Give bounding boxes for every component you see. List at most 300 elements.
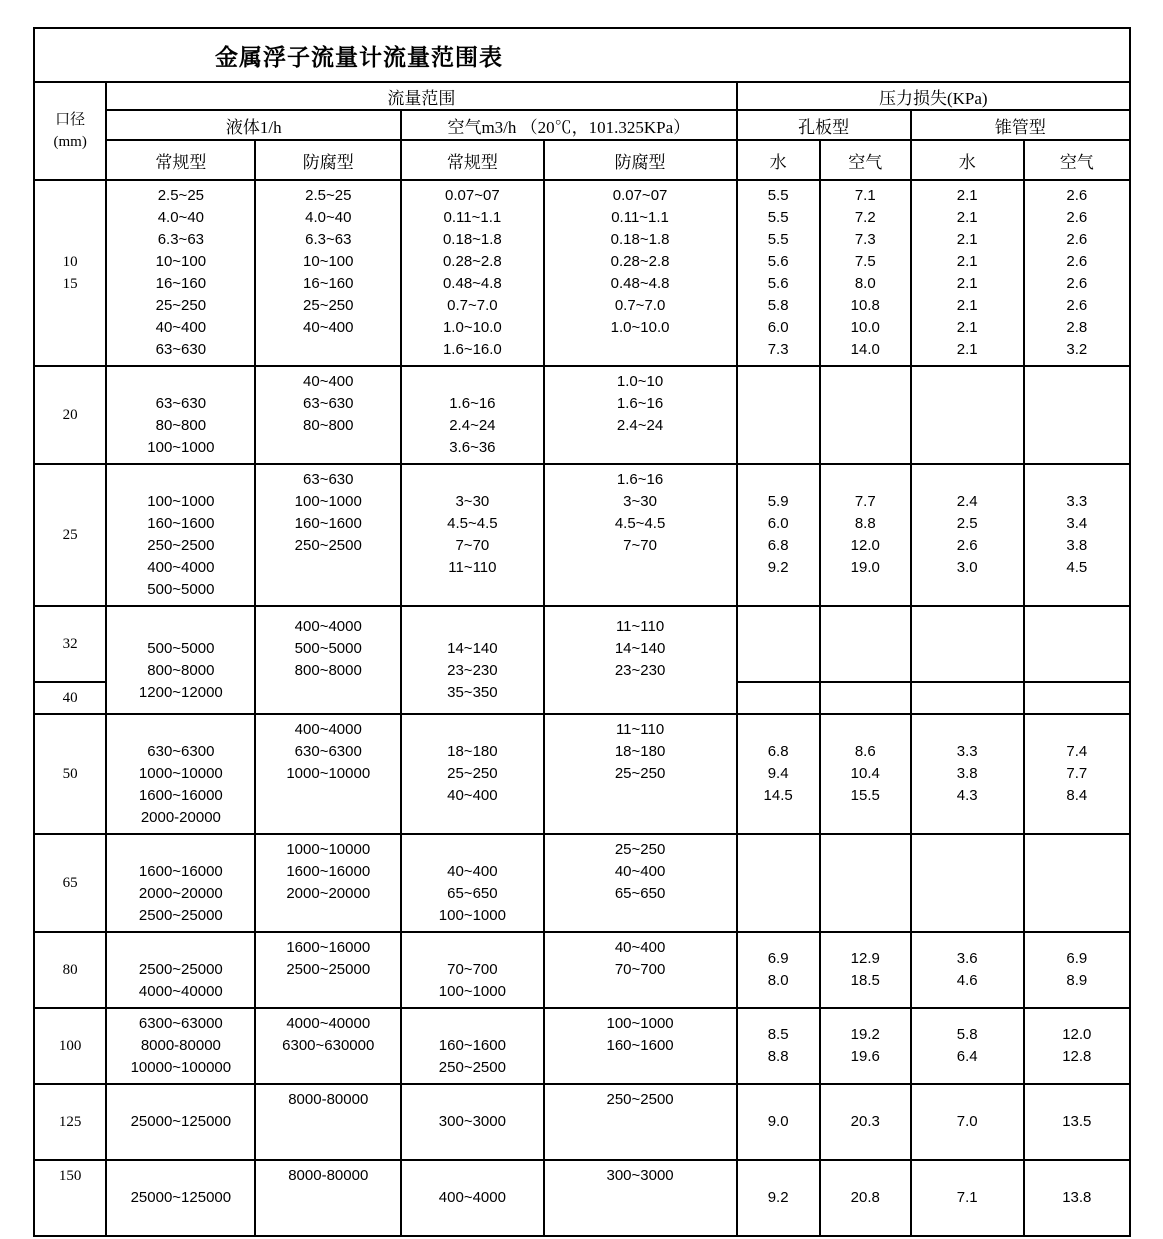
header-orifice-air: 空气 <box>820 140 911 180</box>
cell-line: 2.1 <box>956 297 978 314</box>
title-row <box>34 28 1130 82</box>
cell-line <box>36 1187 104 1209</box>
cell-line <box>546 557 735 579</box>
cell-line: 8000-80000 <box>140 1037 221 1054</box>
cell-line: 63~630 <box>303 471 354 488</box>
data-cell-c_air <box>401 1084 543 1160</box>
cell-line: 16~160 <box>155 275 207 292</box>
cell-line: 7~70 <box>455 537 490 554</box>
cell-line <box>403 937 541 959</box>
cell-line: 250~2500 <box>147 537 215 554</box>
cell-line <box>403 371 541 393</box>
cell-line <box>546 1133 735 1155</box>
cell-line: 0.11~1.1 <box>443 209 502 226</box>
cell-line <box>822 611 909 633</box>
cell-line: 32 <box>62 636 78 652</box>
data-cell-f_air <box>544 1160 737 1236</box>
cell-line: 2.6 <box>1066 209 1088 226</box>
cell-line: 2.5 <box>956 515 978 532</box>
cell-line: 4.5 <box>1066 559 1088 576</box>
cell-line: 2.6 <box>956 537 978 554</box>
cell-line <box>108 839 253 861</box>
data-cell-f_liq <box>255 1160 401 1236</box>
data-cell-c_air <box>401 932 543 1008</box>
cell-line: 1200~12000 <box>138 684 223 701</box>
cell-line: 10.8 <box>850 297 880 314</box>
cell-line: 7.7 <box>854 493 876 510</box>
cell-line: 12.8 <box>1062 1048 1092 1065</box>
cell-line: 11~110 <box>615 618 665 635</box>
cell-line: 40~400 <box>614 863 666 880</box>
cell-line: 5.8 <box>767 297 789 314</box>
data-cell-f_liq <box>255 834 401 932</box>
data-cell-f_air <box>544 834 737 932</box>
cell-line: 7.0 <box>956 1113 978 1130</box>
cell-line <box>36 1209 104 1231</box>
cell-line: 40 <box>62 690 78 706</box>
cell-line: 160~1600 <box>294 515 362 532</box>
cell-line: 25000~125000 <box>130 1189 232 1206</box>
cell-line: 7.2 <box>854 209 876 226</box>
cell-line: 9.0 <box>767 1113 789 1130</box>
cell-line: 500~5000 <box>147 581 215 598</box>
data-cell-c_air <box>401 366 543 464</box>
cell-line: 18~180 <box>614 743 666 760</box>
data-cell-f_liq <box>255 1084 401 1160</box>
cell-line: 40~400 <box>303 373 354 390</box>
cell-line: 25000~125000 <box>130 1113 232 1130</box>
cell-line: 65 <box>62 875 78 891</box>
data-cell-kw <box>737 1084 820 1160</box>
cell-line <box>1026 687 1128 709</box>
cell-line: 6300~63000 <box>138 1015 223 1032</box>
cell-line <box>739 579 818 601</box>
data-cell-c_liq <box>106 180 255 366</box>
diameter-cell <box>34 1008 106 1084</box>
cell-line: 0.28~2.8 <box>442 253 502 270</box>
data-cell-c_liq <box>106 606 255 714</box>
cell-line <box>257 1209 399 1231</box>
cell-line <box>546 807 735 829</box>
cell-line: 250~2500 <box>606 1091 674 1108</box>
cell-line: 1000~10000 <box>138 765 223 782</box>
cell-line: 50 <box>62 766 78 782</box>
cell-line: 8.6 <box>854 743 876 760</box>
cell-line <box>403 1089 541 1111</box>
cell-line: 2.4~24 <box>616 417 664 434</box>
data-cell-c_liq <box>106 714 255 834</box>
cell-line: 2.1 <box>956 187 978 204</box>
cell-line: 12.9 <box>850 950 880 967</box>
header-anticorrosive-air: 防腐型 <box>544 140 737 180</box>
cell-line <box>546 1187 735 1209</box>
cell-line: 63~630 <box>155 395 207 412</box>
data-cell-f_air <box>544 606 737 714</box>
header-pressure-loss: 压力损失(KPa) <box>737 82 1130 110</box>
cell-line: 25~250 <box>447 765 498 782</box>
cell-line: 7~70 <box>623 537 657 554</box>
diameter-cell <box>34 1084 106 1160</box>
table-row <box>34 180 1130 366</box>
cell-line: 25~250 <box>614 841 666 858</box>
cell-line: 8000-80000 <box>288 1167 369 1184</box>
cell-line <box>403 839 541 861</box>
diameter-cell <box>34 464 106 606</box>
diameter-cell <box>34 366 106 464</box>
cell-line: 10~100 <box>303 253 354 270</box>
header-row-3 <box>34 140 1130 180</box>
cell-line: 5.5 <box>767 231 789 248</box>
data-cell-f_liq <box>255 366 401 464</box>
cell-line <box>546 339 735 361</box>
header-orifice-water: 水 <box>737 140 820 180</box>
cell-line: 1.0~10.0 <box>442 319 502 336</box>
cell-line <box>257 682 399 704</box>
cell-line: 13.5 <box>1062 1113 1092 1130</box>
cell-line: 160~1600 <box>438 1037 506 1054</box>
cell-line <box>913 655 1022 677</box>
table-row <box>34 932 1130 1008</box>
cell-line <box>822 469 909 491</box>
cell-line: 100~1000 <box>294 493 362 510</box>
cell-line: 150 <box>58 1168 82 1184</box>
data-cell-kw <box>737 1008 820 1084</box>
cell-line: 20 <box>62 407 78 423</box>
data-cell-c_liq <box>106 366 255 464</box>
cell-line <box>257 1111 399 1133</box>
data-cell-kw <box>737 932 820 1008</box>
cell-line: 20.8 <box>850 1189 880 1206</box>
cell-line: 3.0 <box>956 559 978 576</box>
header-liquid: 液体1/h <box>106 110 401 140</box>
data-cell-zw <box>911 932 1024 1008</box>
cell-line <box>1026 633 1128 655</box>
data-cell-za <box>1024 180 1130 366</box>
cell-line: 1.6~16 <box>616 471 664 488</box>
cell-line: 400~4000 <box>147 559 215 576</box>
cell-line: 80~800 <box>303 417 354 434</box>
cell-line: 9.4 <box>767 765 789 782</box>
cell-line <box>739 469 818 491</box>
data-cell-kw <box>737 834 820 932</box>
data-cell-kw <box>737 1160 820 1236</box>
cell-line: 2.1 <box>956 275 978 292</box>
header-diameter-unit: (mm) <box>53 134 87 150</box>
data-cell-zw <box>911 1008 1024 1084</box>
cell-line: 11~110 <box>615 721 665 738</box>
cell-line: 500~5000 <box>294 640 362 657</box>
data-cell-c_liq <box>106 464 255 606</box>
cell-line <box>546 437 735 459</box>
cell-line: 65~650 <box>614 885 666 902</box>
cell-line: 8.0 <box>854 275 876 292</box>
cell-line <box>822 633 909 655</box>
data-cell-c_liq <box>106 932 255 1008</box>
cell-line: 0.18~1.8 <box>442 231 502 248</box>
cell-line: 1000~10000 <box>286 765 371 782</box>
cell-line: 2.1 <box>956 209 978 226</box>
header-air-conditions: 空气m3/h （20℃，101.325KPa） <box>401 110 736 140</box>
header-orifice-type: 孔板型 <box>737 110 911 140</box>
cell-line: 6.4 <box>956 1048 978 1065</box>
cell-line: 40~400 <box>447 787 498 804</box>
cell-line: 5.6 <box>767 275 789 292</box>
table-row <box>34 1008 1130 1084</box>
cell-line: 500~5000 <box>147 640 215 657</box>
data-cell-f_air <box>544 464 737 606</box>
header-row-2 <box>34 110 1130 140</box>
table-row <box>34 464 1130 606</box>
cell-line: 2.6 <box>1066 253 1088 270</box>
cell-line: 400~4000 <box>438 1189 506 1206</box>
data-cell-f_air <box>544 932 737 1008</box>
cell-line <box>257 1057 399 1079</box>
cell-line: 14~140 <box>447 640 498 657</box>
cell-line: 160~1600 <box>606 1037 674 1054</box>
cell-line: 2.6 <box>1066 275 1088 292</box>
diameter-cell <box>34 180 106 366</box>
data-cell-kw <box>737 714 820 834</box>
cell-line: 2.6 <box>1066 187 1088 204</box>
cell-line <box>546 1209 735 1231</box>
data-cell-zw <box>911 464 1024 606</box>
cell-line: 100~1000 <box>606 1015 674 1032</box>
cell-line: 2.4 <box>956 493 978 510</box>
cell-line <box>403 1133 541 1155</box>
cell-line <box>822 655 909 677</box>
data-cell-ka <box>820 1008 911 1084</box>
cell-line: 2.4~24 <box>449 417 496 434</box>
header-diameter-label: 口径 <box>55 112 86 128</box>
cell-line: 25~250 <box>303 297 354 314</box>
diameter-cell <box>34 834 106 932</box>
cell-line: 35~350 <box>447 684 498 701</box>
cell-line: 6.3~63 <box>305 231 352 248</box>
cell-line: 8.8 <box>854 515 876 532</box>
cell-line: 0.48~4.8 <box>610 275 670 292</box>
diameter-cell <box>34 682 106 714</box>
table-row <box>34 834 1130 932</box>
cell-line: 0.18~1.8 <box>610 231 670 248</box>
cell-line: 10~100 <box>155 253 207 270</box>
cell-line: 25~250 <box>155 297 207 314</box>
cell-line: 8000-80000 <box>288 1091 369 1108</box>
cell-line: 1.6~16.0 <box>442 341 502 358</box>
cell-line: 10.0 <box>850 319 880 336</box>
cell-line <box>546 785 735 807</box>
cell-line: 6.8 <box>767 743 789 760</box>
cell-line: 6.8 <box>767 537 789 554</box>
header-cone-water: 水 <box>911 140 1024 180</box>
cell-line <box>257 1133 399 1155</box>
cell-line: 3.4 <box>1066 515 1088 532</box>
header-row-1 <box>34 82 1130 110</box>
data-cell-za <box>1024 606 1130 682</box>
data-cell-ka <box>820 1160 911 1236</box>
cell-line <box>913 611 1022 633</box>
cell-line: 2.6 <box>1066 297 1088 314</box>
data-cell-f_air <box>544 714 737 834</box>
page-title: 金属浮子流量计流量范围表 <box>34 28 1130 82</box>
cell-line: 400~4000 <box>294 618 362 635</box>
data-cell-zw <box>911 714 1024 834</box>
diameter-cell <box>34 714 106 834</box>
cell-line: 2000~20000 <box>286 885 371 902</box>
cell-line: 1000~10000 <box>286 841 371 858</box>
data-cell-f_liq <box>255 714 401 834</box>
cell-line: 250~2500 <box>438 1059 506 1076</box>
cell-line: 100~1000 <box>147 439 215 456</box>
cell-line <box>739 611 818 633</box>
cell-line: 6300~630000 <box>282 1037 375 1054</box>
cell-line: 4.5~4.5 <box>447 515 498 532</box>
data-cell-c_air <box>401 1160 543 1236</box>
cell-line: 3~30 <box>623 493 657 510</box>
cell-line: 40~400 <box>303 319 354 336</box>
cell-line: 19.2 <box>850 1026 880 1043</box>
data-cell-zw2 <box>911 682 1024 714</box>
cell-line <box>403 616 541 638</box>
cell-line: 3~30 <box>455 493 490 510</box>
flow-range-table <box>33 27 1131 1237</box>
cell-line: 1.6~16 <box>616 395 664 412</box>
cell-line: 3.8 <box>956 765 978 782</box>
cell-line: 25~250 <box>614 765 666 782</box>
cell-line: 2500~25000 <box>138 961 223 978</box>
data-cell-za <box>1024 464 1130 606</box>
cell-line: 100~1000 <box>438 983 506 1000</box>
cell-line: 4.5~4.5 <box>614 515 666 532</box>
cell-line: 6.9 <box>1066 950 1088 967</box>
data-cell-za <box>1024 714 1130 834</box>
cell-line: 5.9 <box>767 493 789 510</box>
cell-line: 23~230 <box>614 662 666 679</box>
cell-line: 0.7~7.0 <box>447 297 498 314</box>
data-cell-kw <box>737 606 820 682</box>
cell-line: 2500~25000 <box>138 907 223 924</box>
data-cell-f_air <box>544 180 737 366</box>
cell-line: 8.4 <box>1066 787 1088 804</box>
cell-line: 1.6~16 <box>449 395 496 412</box>
data-cell-ka <box>820 366 911 464</box>
cell-line <box>108 1089 253 1111</box>
cell-line <box>913 579 1022 601</box>
cell-line <box>108 616 253 638</box>
cell-line <box>108 371 253 393</box>
data-cell-c_air <box>401 606 543 714</box>
cell-line <box>257 981 399 1003</box>
cell-line <box>546 981 735 1003</box>
cell-line <box>257 905 399 927</box>
data-cell-zw <box>911 366 1024 464</box>
cell-line: 6.9 <box>767 950 789 967</box>
data-cell-c_air <box>401 1008 543 1084</box>
cell-line: 63~630 <box>303 395 354 412</box>
cell-line: 5.6 <box>767 253 789 270</box>
cell-line <box>257 785 399 807</box>
cell-line: 14.0 <box>850 341 880 358</box>
cell-line <box>739 687 818 709</box>
table-row <box>34 366 1130 464</box>
cell-line <box>1026 579 1128 601</box>
diameter-cell <box>34 932 106 1008</box>
cell-line: 4.6 <box>956 972 978 989</box>
cell-line: 63~630 <box>155 341 207 358</box>
data-cell-zw <box>911 606 1024 682</box>
cell-line: 7.1 <box>854 187 876 204</box>
cell-line: 7.3 <box>767 341 789 358</box>
cell-line: 6.0 <box>767 319 789 336</box>
data-cell-ka <box>820 606 911 682</box>
data-cell-f_liq <box>255 180 401 366</box>
cell-line: 40~400 <box>614 939 666 956</box>
cell-line <box>257 579 399 601</box>
data-cell-zw <box>911 1160 1024 1236</box>
cell-line: 0.07~07 <box>612 187 668 204</box>
cell-line: 7.5 <box>854 253 876 270</box>
cell-line: 7.7 <box>1066 765 1088 782</box>
cell-line: 0.11~1.1 <box>611 209 669 226</box>
cell-line: 0.07~07 <box>445 187 500 204</box>
data-cell-zw <box>911 834 1024 932</box>
cell-line: 70~700 <box>614 961 666 978</box>
cell-line <box>257 807 399 829</box>
cell-line: 5.5 <box>767 209 789 226</box>
cell-line: 2.1 <box>956 231 978 248</box>
cell-line: 14.5 <box>763 787 793 804</box>
cell-line <box>913 687 1022 709</box>
cell-line: 800~8000 <box>294 662 362 679</box>
header-cone-air: 空气 <box>1024 140 1130 180</box>
cell-line: 20.3 <box>850 1113 880 1130</box>
cell-line: 1600~16000 <box>286 939 371 956</box>
cell-line <box>546 579 735 601</box>
cell-line: 80 <box>62 962 78 978</box>
cell-line: 65~650 <box>447 885 498 902</box>
cell-line: 18.5 <box>850 972 880 989</box>
data-cell-f_liq <box>255 464 401 606</box>
cell-line <box>822 687 909 709</box>
cell-line: 8.9 <box>1066 972 1088 989</box>
cell-line <box>403 1209 541 1231</box>
cell-line <box>108 1209 253 1231</box>
cell-line: 70~700 <box>447 961 498 978</box>
cell-line <box>739 655 818 677</box>
data-cell-ka <box>820 1084 911 1160</box>
cell-line: 14~140 <box>614 640 666 657</box>
cell-line <box>1026 655 1128 677</box>
cell-line: 5.5 <box>767 187 789 204</box>
data-cell-ka <box>820 180 911 366</box>
data-cell-ka <box>820 714 911 834</box>
table-row <box>34 1160 1130 1236</box>
cell-line: 10 <box>62 254 78 270</box>
cell-line: 300~3000 <box>438 1113 506 1130</box>
data-cell-ka <box>820 932 911 1008</box>
cell-line: 15 <box>62 276 78 292</box>
data-cell-kw <box>737 366 820 464</box>
data-cell-c_air <box>401 180 543 366</box>
cell-line: 25 <box>62 527 78 543</box>
cell-line: 8.5 <box>767 1026 789 1043</box>
data-cell-c_liq <box>106 1160 255 1236</box>
cell-line: 1.0~10.0 <box>610 319 670 336</box>
cell-line <box>403 1165 541 1187</box>
data-cell-f_air <box>544 1008 737 1084</box>
cell-line: 100~1000 <box>438 907 506 924</box>
data-cell-zw <box>911 1084 1024 1160</box>
cell-line: 10.4 <box>850 765 880 782</box>
